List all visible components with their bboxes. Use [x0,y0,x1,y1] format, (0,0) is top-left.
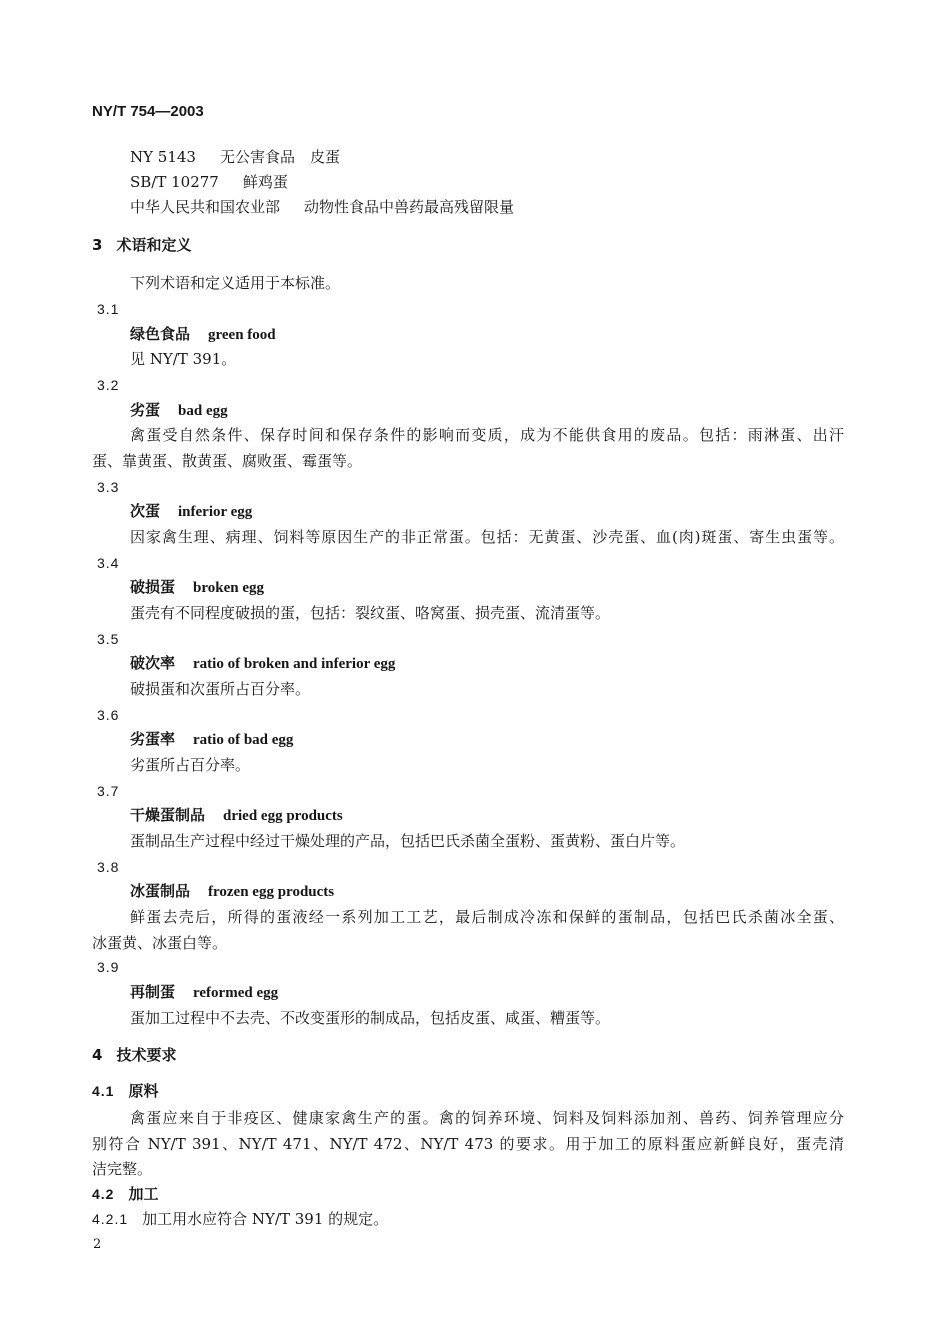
term-3-6-number: 3.6 [97,707,120,723]
term-3-4-number: 3.4 [97,555,120,571]
section-3-heading: 3 术语和定义 [92,236,192,254]
section-4-2-heading: 4.2 加工 [92,1185,159,1203]
section-4-heading: 4 技术要求 [92,1046,177,1064]
term-3-2-definition-line-2: 蛋、靠黄蛋、散黄蛋、腐败蛋、霉蛋等。 [92,452,363,470]
term-3-8-number: 3.8 [97,859,120,875]
term-3-7-definition: 蛋制品生产过程中经过干燥处理的产品，包括巴氏杀菌全蛋粉、蛋黄粉、蛋白片等。 [130,832,686,850]
section-4-2-1-clause: 4.2.1 加工用水应符合 NY/T 391 的规定。 [92,1210,389,1228]
term-3-2-definition-line-1: 禽蛋受自然条件、保存时间和保存条件的影响而变质，成为不能供食用的废品。包括：雨淋蛋、出汗 [130,426,844,444]
term-3-9-number: 3.9 [97,959,120,975]
reference-2: SB/T 10277 鲜鸡蛋 [130,173,288,191]
section-4-1-line-2: 别符合 NY/T 391、NY/T 471、NY/T 472、NY/T 473 的要求。用于加工的原料蛋应新鲜良好，蛋壳清 [92,1135,844,1153]
term-3-8-definition-line-2: 冰蛋黄、冰蛋白等。 [92,934,228,952]
term-3-9-title: 再制蛋 reformed egg [130,983,279,1001]
reference-3: 中华人民共和国农业部 动物性食品中兽药最高残留限量 [130,198,515,216]
reference-1: NY 5143 无公害食品 皮蛋 [130,148,340,166]
term-3-5-title: 破次率 ratio of broken and inferior egg [130,654,396,672]
term-3-1-definition: 见 NY/T 391。 [130,350,237,368]
term-3-5-number: 3.5 [97,631,120,647]
term-3-2-title: 劣蛋 bad egg [130,401,228,419]
term-3-8-title: 冰蛋制品 frozen egg products [130,882,335,900]
term-3-7-title: 干燥蛋制品 dried egg products [130,806,343,824]
header-standard-code: NY/T 754—2003 [92,103,204,120]
term-3-7-number: 3.7 [97,783,120,799]
section-4-1-line-3: 洁完整。 [92,1160,153,1178]
term-3-5-definition: 破损蛋和次蛋所占百分率。 [130,680,311,698]
term-3-6-title: 劣蛋率 ratio of bad egg [130,730,294,748]
section-4-1-heading: 4.1 原料 [92,1082,159,1100]
section-3-intro: 下列术语和定义适用于本标准。 [130,274,341,292]
term-3-1-number: 3.1 [97,301,120,317]
term-3-2-number: 3.2 [97,377,120,393]
term-3-6-definition: 劣蛋所占百分率。 [130,756,251,774]
term-3-3-title: 次蛋 inferior egg [130,502,253,520]
term-3-3-definition: 因家禽生理、病理、饲料等原因生产的非正常蛋。包括：无黄蛋、沙壳蛋、血(肉)斑蛋、寄生虫蛋等。 [130,528,844,546]
section-4-1-line-1: 禽蛋应来自于非疫区、健康家禽生产的蛋。禽的饲养环境、饲料及饲料添加剂、兽药、饲养管理应分 [130,1109,844,1127]
term-3-3-number: 3.3 [97,479,120,495]
page-number: 2 [93,1237,102,1252]
term-3-9-definition: 蛋加工过程中不去壳、不改变蛋形的制成品，包括皮蛋、咸蛋、糟蛋等。 [130,1009,611,1027]
term-3-8-definition-line-1: 鲜蛋去壳后，所得的蛋液经一系列加工工艺，最后制成冷冻和保鲜的蛋制品，包括巴氏杀菌冰全蛋、 [130,908,844,926]
term-3-4-definition: 蛋壳有不同程度破损的蛋，包括：裂纹蛋、咯窝蛋、损壳蛋、流清蛋等。 [130,604,611,622]
term-3-4-title: 破损蛋 broken egg [130,578,264,596]
term-3-1-title: 绿色食品 green food [130,325,276,343]
